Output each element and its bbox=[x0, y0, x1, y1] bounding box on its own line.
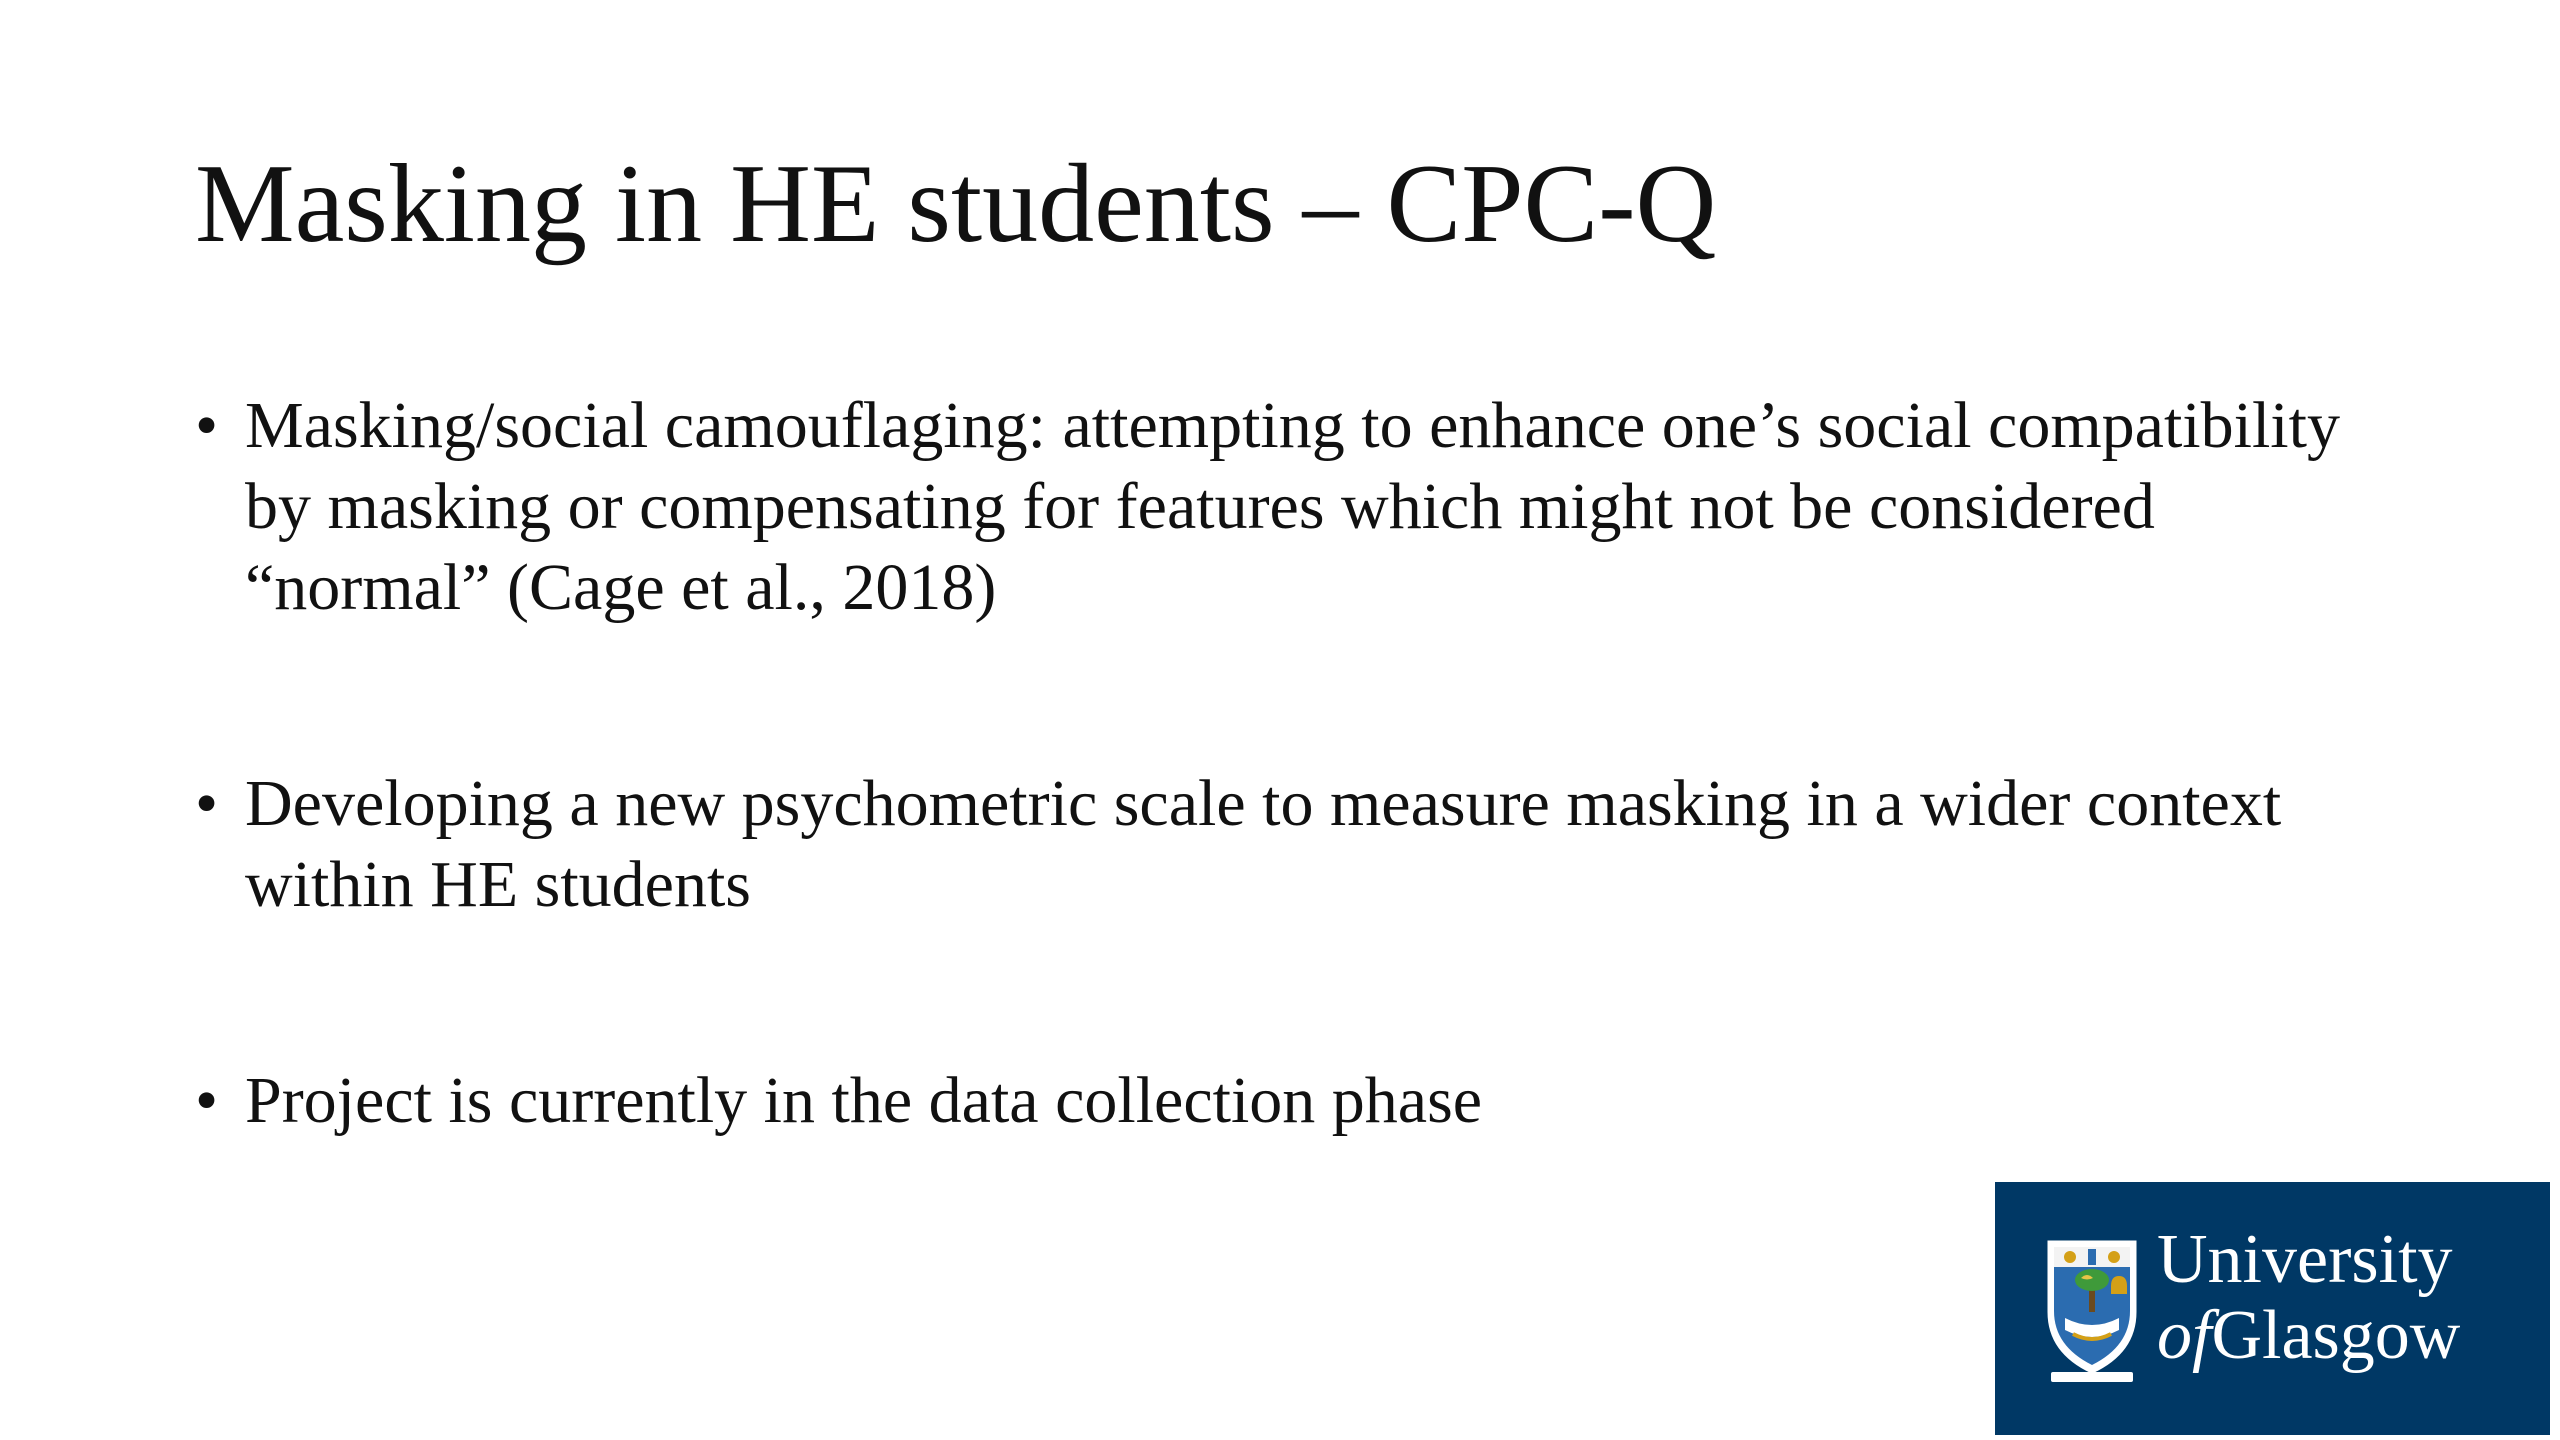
bullet-item-masking-definition bbox=[195, 385, 2345, 628]
university-crest-icon bbox=[2043, 1234, 2141, 1384]
bullet-item-project-status bbox=[195, 1060, 2345, 1141]
slide-title: Masking in HE students – CPC-Q bbox=[195, 142, 1717, 266]
logo-of-text: of bbox=[2157, 1297, 2212, 1374]
logo-glasgow-text: Glasgow bbox=[2211, 1297, 2461, 1374]
logo-line-university: University bbox=[2157, 1221, 2453, 1298]
bullet-text: Masking/social camouflaging: attempting to enhance one’s social compatibility by masking or compensating for features which might not be considered “normal” (Cage et al., 2018) bbox=[245, 389, 2340, 624]
bullet-marker: • bbox=[195, 1064, 219, 1137]
logo-line-glasgow bbox=[2157, 1298, 2460, 1374]
university-of-glasgow-logo bbox=[1995, 1182, 2550, 1435]
bullet-list bbox=[195, 385, 2345, 1141]
bullet-item-new-scale bbox=[195, 763, 2345, 925]
bullet-marker: • bbox=[195, 767, 219, 840]
bullet-text: Project is currently in the data collection phase bbox=[245, 1064, 1483, 1137]
bullet-text: Developing a new psychometric scale to measure masking in a wider context within HE students bbox=[245, 767, 2282, 921]
bullet-marker: • bbox=[195, 389, 219, 462]
logo-wordmark bbox=[2157, 1222, 2460, 1374]
